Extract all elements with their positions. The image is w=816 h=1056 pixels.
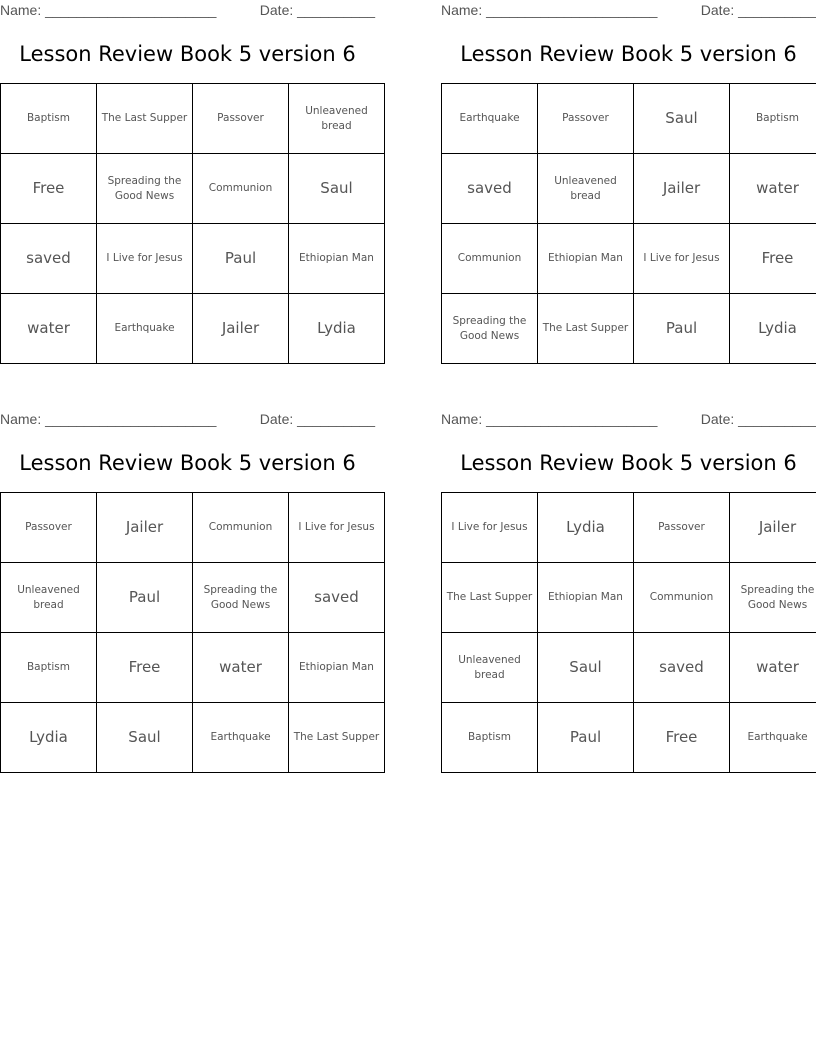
grid-cell: Paul	[97, 563, 193, 633]
grid-cell: saved	[1, 224, 97, 294]
grid-cell: Passover	[193, 84, 289, 154]
grid-cell: The Last Supper	[538, 294, 634, 364]
grid-row	[442, 633, 816, 703]
grid-cell: Paul	[538, 703, 634, 773]
grid-cell: Spreading the Good News	[97, 154, 193, 224]
grid-row	[1, 154, 385, 224]
grid-cell: Lydia	[730, 294, 816, 364]
grid-cell: Baptism	[442, 703, 538, 773]
bingo-grid	[0, 83, 385, 364]
grid-cell: Lydia	[1, 703, 97, 773]
grid-cell: Passover	[1, 493, 97, 563]
grid-cell: Communion	[193, 493, 289, 563]
grid-cell: Baptism	[1, 633, 97, 703]
grid-cell: Saul	[289, 154, 385, 224]
grid-row	[1, 563, 385, 633]
grid-cell: The Last Supper	[97, 84, 193, 154]
card-title: Lesson Review Book 5 version 6	[19, 42, 356, 66]
grid-cell: Passover	[538, 84, 634, 154]
date-field-label: Date: __________	[259, 2, 375, 18]
date-field-label: Date: __________	[700, 411, 816, 427]
grid-cell: Paul	[193, 224, 289, 294]
grid-cell: Saul	[97, 703, 193, 773]
grid-cell: Ethiopian Man	[538, 563, 634, 633]
grid-row	[442, 224, 816, 294]
grid-cell: Passover	[634, 493, 730, 563]
grid-cell: I Live for Jesus	[289, 493, 385, 563]
grid-row	[1, 633, 385, 703]
card-header	[0, 2, 375, 20]
grid-cell: saved	[442, 154, 538, 224]
date-field-label: Date: __________	[700, 2, 816, 18]
card-title: Lesson Review Book 5 version 6	[460, 451, 797, 475]
grid-row	[1, 224, 385, 294]
bingo-card	[441, 0, 816, 365]
grid-cell: I Live for Jesus	[442, 493, 538, 563]
grid-cell: Jailer	[97, 493, 193, 563]
name-field-label: Name: ______________________	[0, 2, 217, 18]
grid-cell: Spreading the Good News	[442, 294, 538, 364]
grid-cell: Free	[1, 154, 97, 224]
grid-cell: Earthquake	[97, 294, 193, 364]
grid-cell: Paul	[634, 294, 730, 364]
card-header	[441, 2, 816, 20]
grid-row	[1, 493, 385, 563]
grid-cell: Saul	[634, 84, 730, 154]
bingo-card	[0, 409, 380, 774]
grid-cell: Jailer	[193, 294, 289, 364]
grid-cell: Baptism	[1, 84, 97, 154]
grid-cell: Unleavened bread	[538, 154, 634, 224]
grid-cell: Unleavened bread	[442, 633, 538, 703]
grid-cell: Free	[97, 633, 193, 703]
grid-cell: Spreading the Good News	[730, 563, 816, 633]
grid-cell: Free	[634, 703, 730, 773]
grid-cell: Communion	[442, 224, 538, 294]
grid-row	[442, 154, 816, 224]
grid-cell: Earthquake	[193, 703, 289, 773]
grid-cell: Ethiopian Man	[538, 224, 634, 294]
card-header	[441, 411, 816, 429]
grid-cell: Unleavened bread	[289, 84, 385, 154]
date-field-label: Date: __________	[259, 411, 375, 427]
grid-row	[1, 703, 385, 773]
grid-cell: water	[730, 633, 816, 703]
grid-cell: The Last Supper	[442, 563, 538, 633]
grid-cell: I Live for Jesus	[97, 224, 193, 294]
grid-cell: Saul	[538, 633, 634, 703]
card-header	[0, 411, 375, 429]
grid-cell: Free	[730, 224, 816, 294]
grid-cell: Unleavened bread	[1, 563, 97, 633]
grid-cell: Communion	[193, 154, 289, 224]
grid-cell: Earthquake	[730, 703, 816, 773]
card-title: Lesson Review Book 5 version 6	[460, 42, 797, 66]
grid-cell: The Last Supper	[289, 703, 385, 773]
card-title: Lesson Review Book 5 version 6	[19, 451, 356, 475]
name-field-label: Name: ______________________	[441, 411, 658, 427]
grid-row	[442, 493, 816, 563]
grid-row	[442, 563, 816, 633]
grid-cell: water	[193, 633, 289, 703]
grid-cell: water	[1, 294, 97, 364]
grid-cell: water	[730, 154, 816, 224]
grid-cell: Jailer	[634, 154, 730, 224]
grid-cell: Lydia	[289, 294, 385, 364]
grid-cell: saved	[289, 563, 385, 633]
bingo-grid	[441, 83, 816, 364]
bingo-card	[441, 409, 816, 774]
grid-cell: Jailer	[730, 493, 816, 563]
name-field-label: Name: ______________________	[0, 411, 217, 427]
bingo-grid	[441, 492, 816, 773]
grid-cell: Baptism	[730, 84, 816, 154]
grid-cell: Ethiopian Man	[289, 633, 385, 703]
name-field-label: Name: ______________________	[441, 2, 658, 18]
bingo-card	[0, 0, 375, 365]
bingo-grid	[0, 492, 385, 773]
grid-row	[1, 294, 385, 364]
grid-row	[442, 703, 816, 773]
grid-cell: Lydia	[538, 493, 634, 563]
grid-cell: Ethiopian Man	[289, 224, 385, 294]
grid-row	[1, 84, 385, 154]
grid-row	[442, 84, 816, 154]
grid-cell: Spreading the Good News	[193, 563, 289, 633]
grid-cell: Earthquake	[442, 84, 538, 154]
grid-row	[442, 294, 816, 364]
grid-cell: saved	[634, 633, 730, 703]
grid-cell: Communion	[634, 563, 730, 633]
grid-cell: I Live for Jesus	[634, 224, 730, 294]
